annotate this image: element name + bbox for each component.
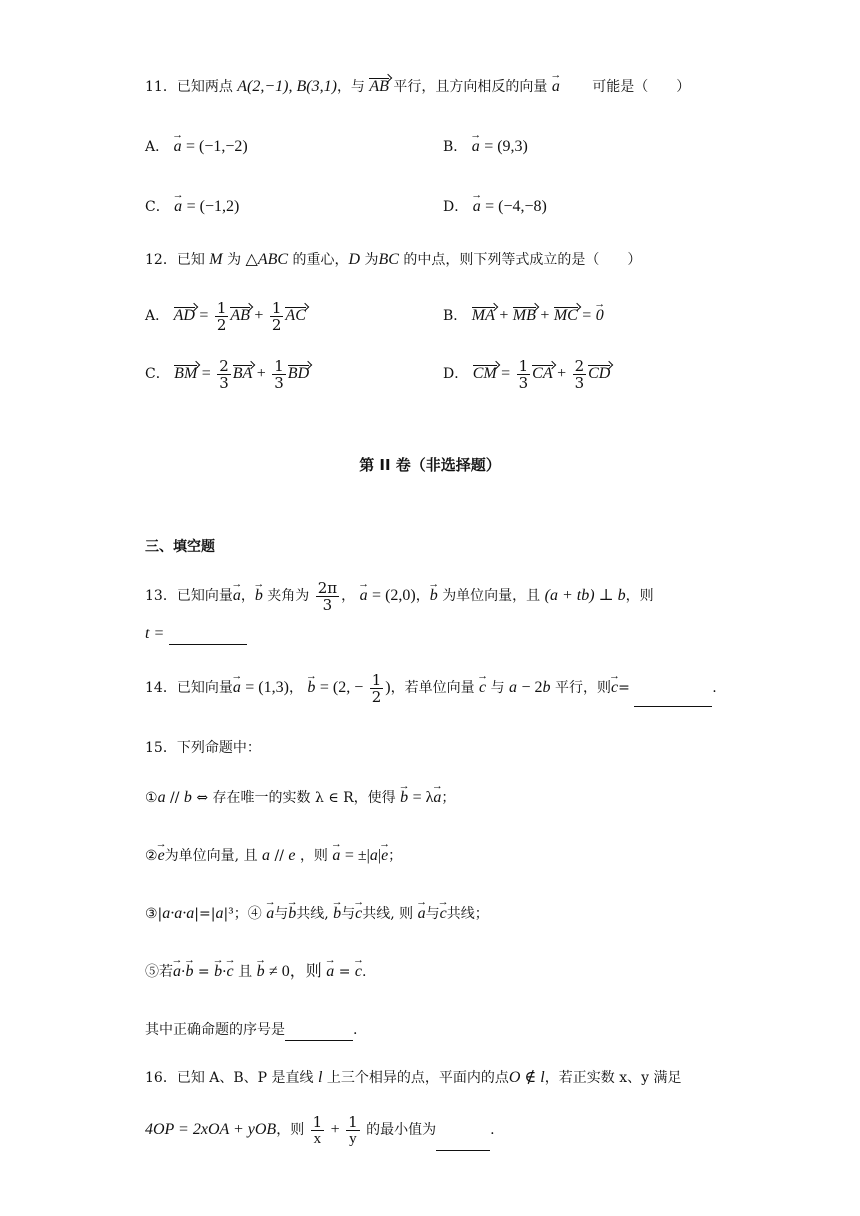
section-ii-title: 第 II 卷（非选择题） (359, 456, 501, 474)
q11-option-a[interactable]: A． → a = (−1,−2) (145, 137, 248, 157)
q14-line: 14．已知向量→ a = (1,3)， → b = (2, − $\frac{1}{2}$ )，若单位向量 → c 与 a − 2b 平行，则→ c= . (145, 670, 717, 707)
q13-answer-blank[interactable] (169, 624, 247, 645)
q11-vector-ab: AB (369, 78, 389, 95)
q11-option-b[interactable]: B． → a = (9,3) (443, 137, 528, 157)
q11-stem: 11．已知两点 A(2,−1), B(3,1)，与 AB 平行，且方向相反的向量 → a 可能是（ ） (145, 77, 690, 97)
q16-answer-blank[interactable] (436, 1110, 490, 1151)
fill-in-section-title: 三、填空题 (145, 539, 215, 555)
q15-statement-3-4: ③|a·a·a|=|a|³；④ → a与→ b共线, → b与→ c共线, 则 → a与→ c共线； (145, 904, 489, 924)
q15-summary: 其中正确命题的序号是 . (145, 1020, 357, 1041)
q14-answer-blank[interactable] (634, 670, 712, 707)
q12-option-b[interactable]: B． MA + MB + MC = → 0 (443, 306, 604, 326)
q11-vector-a: → a (552, 77, 560, 97)
q12-option-a[interactable]: A． AD = $\frac{1}{2}$ AB + $\frac{1}{2}$ AC (145, 298, 306, 334)
q11-points: A(2,−1), B(3,1) (237, 78, 337, 95)
q15-statement-1: ①a // b ⇔ 存在唯一的实数 λ ∈ R，使得 → b = λ→ a； (145, 788, 455, 808)
q13-line1: 13．已知向量→ a，→ b 夹角为 $\frac{2\pi}{3}$ ， → a = (2,0)，→ b 为单位向量，且 (a + tb) ⊥ b，则 (145, 578, 654, 614)
q11-option-d[interactable]: D． → a = (−4,−8) (443, 197, 547, 217)
q15-stem: 15．下列命题中： (145, 740, 261, 756)
q16-line1: 16．已知 A、B、P 是直线 l 上三个相异的点，平面内的点O ∉ l，若正实数 x、y 满足 (145, 1069, 682, 1086)
q15-statement-2: ②→ e为单位向量, 且 a // e ，则 → a = ±|a|→ e； (145, 846, 402, 866)
q13-line2: t = (145, 624, 247, 645)
q11-option-c[interactable]: C． → a = (−1,2) (145, 197, 239, 217)
q12-stem: 12．已知 M 为 △ABC 的重心，D 为BC 的中点，则下列等式成立的是（ ） (145, 251, 642, 268)
q15-statement-5: ⑤若→ a·→ b = → b·→ c 且 → b ≠ 0，则 → a = → c. (145, 962, 366, 982)
q12-option-d[interactable]: D． CM = $\frac{1}{3}$ CA + $\frac{2}{3}$ CD (443, 356, 611, 392)
q12-option-c[interactable]: C． BM = $\frac{2}{3}$ BA + $\frac{1}{3}$ BD (145, 356, 310, 392)
q15-answer-blank[interactable] (285, 1020, 353, 1041)
q16-line2: 4OP = 2xOA + yOB，则 $\frac{1}{x}$ + $\frac{1}{y}$ 的最小值为 . (145, 1110, 495, 1151)
